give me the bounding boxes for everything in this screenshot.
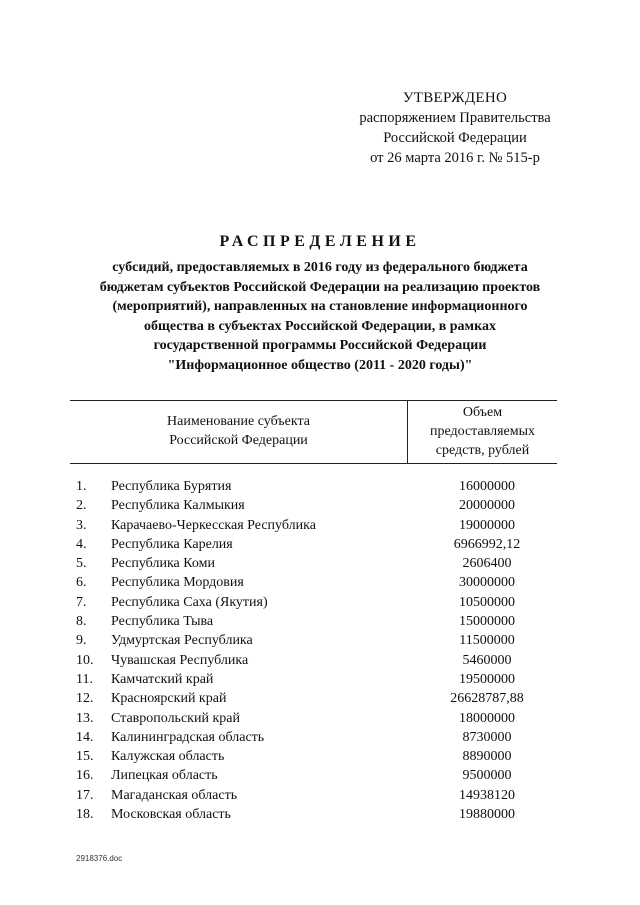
table-row (0, 709, 640, 728)
document-subtitle (70, 258, 570, 375)
subtitle-line: (мероприятий), направленных на становление информационного (112, 299, 528, 314)
subsidy-amount: 8890000 (462, 749, 512, 765)
table-row (0, 747, 640, 766)
region-name: Магаданская область (111, 787, 238, 803)
row-number: 17. (76, 787, 94, 803)
subtitle-line: государственной программы Российской Федерации (153, 338, 487, 353)
approval-block (330, 88, 580, 168)
region-name: Камчатский край (111, 671, 214, 687)
table-row (0, 728, 640, 747)
row-number: 11. (76, 671, 93, 687)
header-amount-cell (408, 403, 557, 460)
region-name: Республика Мордовия (111, 575, 244, 591)
subsidy-amount: 19880000 (459, 807, 515, 823)
header-amount-line: Объем (462, 405, 503, 420)
subsidy-amount: 15000000 (459, 614, 515, 630)
subsidy-amount: 14938120 (459, 787, 515, 803)
table-row (0, 786, 640, 805)
subsidy-amount: 5460000 (462, 652, 512, 668)
footer-filename: 2918376.doc (76, 854, 123, 863)
approval-line: распоряжением Правительства (359, 110, 551, 126)
subtitle-line: общества в субъектах Российской Федерации, в рамках (144, 318, 496, 334)
row-number: 15. (76, 749, 94, 765)
table-body (0, 477, 640, 824)
row-number: 18. (76, 807, 94, 823)
row-number: 6. (76, 575, 87, 591)
subsidy-amount: 18000000 (459, 710, 515, 726)
subsidy-amount: 26628787,88 (450, 691, 524, 707)
table-row (0, 805, 640, 824)
document-title: РАСПРЕДЕЛЕНИЕ (219, 233, 421, 250)
approval-stamp: УТВЕРЖДЕНО (402, 90, 508, 106)
region-name: Республика Карелия (111, 536, 233, 552)
subtitle-line: "Информационное общество (2011 - 2020 годы)" (167, 357, 473, 373)
region-name: Липецкая область (111, 768, 218, 784)
table-row (0, 573, 640, 592)
region-name: Республика Калмыкия (111, 498, 245, 514)
table-row (0, 612, 640, 631)
row-number: 13. (76, 710, 94, 726)
subsidy-amount: 16000000 (459, 479, 515, 494)
region-name: Красноярский край (111, 691, 227, 707)
region-name: Калининградская область (111, 729, 265, 745)
row-number: 16. (76, 768, 94, 784)
row-number: 14. (76, 729, 94, 745)
region-name: Республика Тыва (111, 614, 214, 630)
region-name: Республика Саха (Якутия) (111, 594, 268, 610)
subsidy-amount: 10500000 (459, 594, 515, 610)
row-number: 7. (76, 594, 87, 610)
header-name-line: Наименование субъекта (167, 414, 310, 429)
subsidy-amount: 8730000 (462, 729, 512, 745)
table-row (0, 477, 640, 496)
row-number: 10. (76, 652, 94, 668)
subtitle-line: субсидий, предоставляемых в 2016 году из федерального бюджета (112, 260, 528, 275)
row-number: 2. (76, 498, 87, 514)
table-row (0, 651, 640, 670)
subtitle-line: бюджетам субъектов Российской Федерации на реализацию проектов (99, 279, 541, 295)
table-row (0, 631, 640, 650)
region-name: Удмуртская Республика (111, 633, 253, 649)
row-number: 9. (76, 633, 87, 649)
header-amount-line: средств, рублей (435, 443, 530, 458)
table-row (0, 535, 640, 554)
row-number: 5. (76, 556, 87, 572)
region-name: Карачаево-Черкесская Республика (111, 517, 316, 533)
approval-line: Российской Федерации (383, 130, 527, 146)
table-header (70, 400, 557, 464)
table-row (0, 516, 640, 535)
table-row (0, 670, 640, 689)
region-name: Московская область (111, 807, 231, 823)
row-number: 1. (76, 479, 87, 494)
subsidy-amount: 19000000 (459, 517, 515, 533)
subsidy-amount: 9500000 (462, 768, 512, 784)
region-name: Республика Бурятия (111, 479, 232, 494)
header-name-cell (70, 412, 407, 450)
region-name: Республика Коми (111, 556, 215, 572)
subsidy-amount: 19500000 (459, 671, 515, 687)
header-name-line: Российской Федерации (169, 433, 308, 448)
header-amount-line: предоставляемых (429, 424, 536, 439)
row-number: 3. (76, 517, 87, 533)
row-number: 4. (76, 536, 87, 552)
subsidy-amount: 20000000 (459, 498, 515, 514)
row-number: 8. (76, 614, 87, 630)
table-row (0, 554, 640, 573)
table-row (0, 496, 640, 515)
table-row (0, 766, 640, 785)
region-name: Ставропольский край (111, 710, 240, 726)
table-row (0, 593, 640, 612)
table-row (0, 689, 640, 708)
subsidy-amount: 11500000 (459, 633, 515, 649)
region-name: Калужская область (111, 749, 225, 765)
region-name: Чувашская Республика (111, 652, 249, 668)
subsidy-amount: 6966992,12 (453, 536, 521, 552)
subsidy-amount: 2606400 (462, 556, 512, 572)
row-number: 12. (76, 691, 94, 707)
approval-date-line: от 26 марта 2016 г. № 515-р (370, 150, 540, 166)
subsidy-amount: 30000000 (459, 575, 515, 591)
